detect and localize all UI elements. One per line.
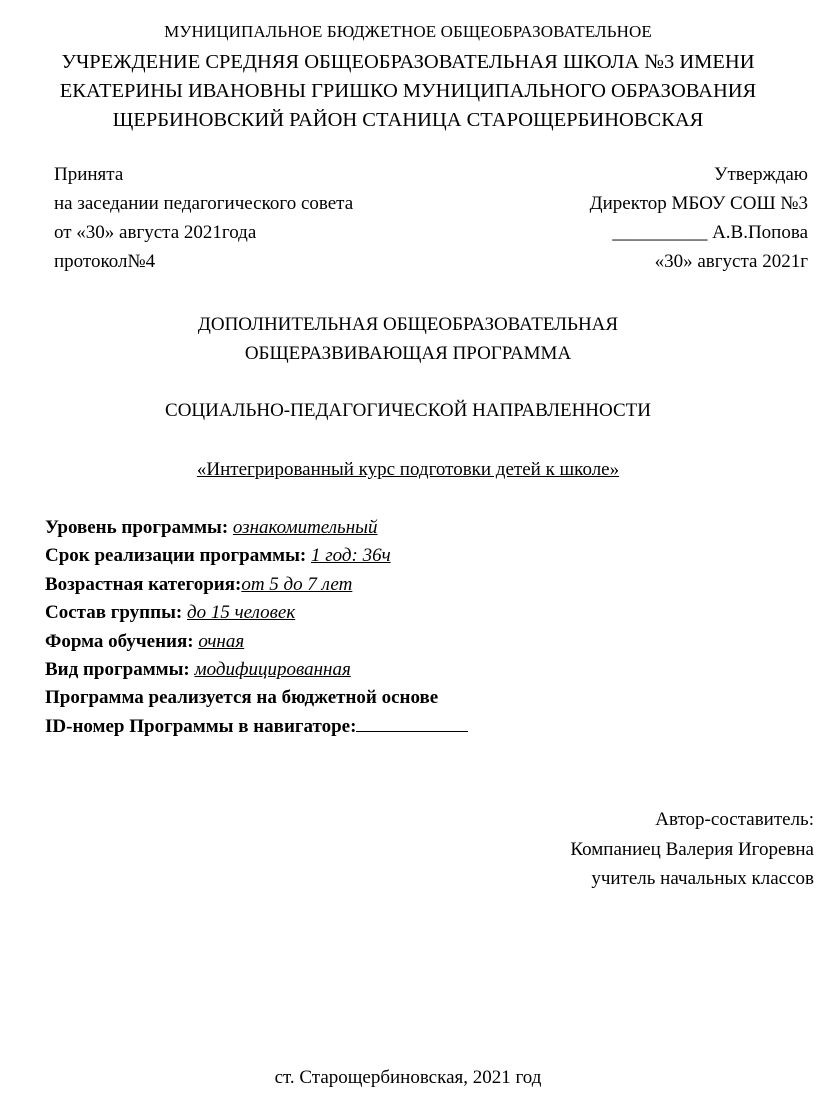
program-title-line-2: ОБЩЕРАЗВИВАЮЩАЯ ПРОГРАММА — [244, 343, 572, 364]
approved-title: Утверждаю — [714, 164, 808, 185]
approved-signature — [590, 218, 808, 247]
accepted-block — [54, 160, 353, 276]
author-position: учитель начальных классов — [591, 868, 814, 889]
program-direction: СОЦИАЛЬНО-ПЕДАГОГИЧЕСКОЙ НАПРАВЛЕННОСТИ — [165, 400, 651, 421]
author-label: Автор-составитель: — [655, 809, 814, 830]
id-blank-line — [356, 714, 468, 732]
accepted-council: на заседании педагогического совета — [54, 193, 354, 214]
param-term: Срок реализации программы: 1 год: 36ч — [45, 545, 391, 567]
param-group: Состав группы: до 15 человек — [45, 602, 296, 624]
accepted-date: от «30» августа 2021года — [54, 222, 257, 243]
signature-line: __________ — [612, 222, 708, 243]
param-budget: Программа реализуется на бюджетной основе — [45, 687, 439, 709]
footer-place-year: ст. Старощербиновская, 2021 год — [274, 1067, 542, 1088]
author-block — [570, 805, 814, 894]
param-form: Форма обучения: очная — [45, 630, 245, 652]
accepted-title: Принята — [54, 164, 124, 185]
approved-date: «30» августа 2021г — [654, 251, 808, 272]
school-header-line-4: ЩЕРБИНОВСКИЙ РАЙОН СТАНИЦА СТАРОЩЕРБИНОВСКАЯ — [112, 109, 704, 131]
approved-position: Директор МБОУ СОШ №3 — [589, 193, 808, 214]
author-name: Компаниец Валерия Игоревна — [570, 838, 814, 860]
param-type: Вид программы: модифицированная — [45, 659, 351, 681]
program-title-line-1: ДОПОЛНИТЕЛЬНАЯ ОБЩЕОБРАЗОВАТЕЛЬНАЯ — [197, 314, 619, 335]
param-id: ID-номер Программы в навигаторе: — [45, 713, 468, 741]
approved-block — [590, 160, 808, 276]
accepted-protocol: протокол№4 — [54, 251, 156, 272]
course-name: «Интегрированный курс подготовки детей к школе» — [196, 459, 620, 480]
param-level: Уровень программы: ознакомительный — [45, 517, 378, 538]
school-header-line-2: УЧРЕЖДЕНИЕ СРЕДНЯЯ ОБЩЕОБРАЗОВАТЕЛЬНАЯ ШКОЛА №3 ИМЕНИ — [61, 51, 755, 73]
school-header-line-1: МУНИЦИПАЛЬНОЕ БЮДЖЕТНОЕ ОБЩЕОБРАЗОВАТЕЛЬНОЕ — [164, 22, 652, 41]
program-parameters — [45, 514, 468, 741]
school-header-line-3: ЕКАТЕРИНЫ ИВАНОВНЫ ГРИШКО МУНИЦИПАЛЬНОГО ОБРАЗОВАНИЯ — [59, 80, 757, 102]
director-name: А.В.Попова — [712, 222, 808, 243]
param-age: Возрастная категория:от 5 до 7 лет — [45, 573, 353, 595]
